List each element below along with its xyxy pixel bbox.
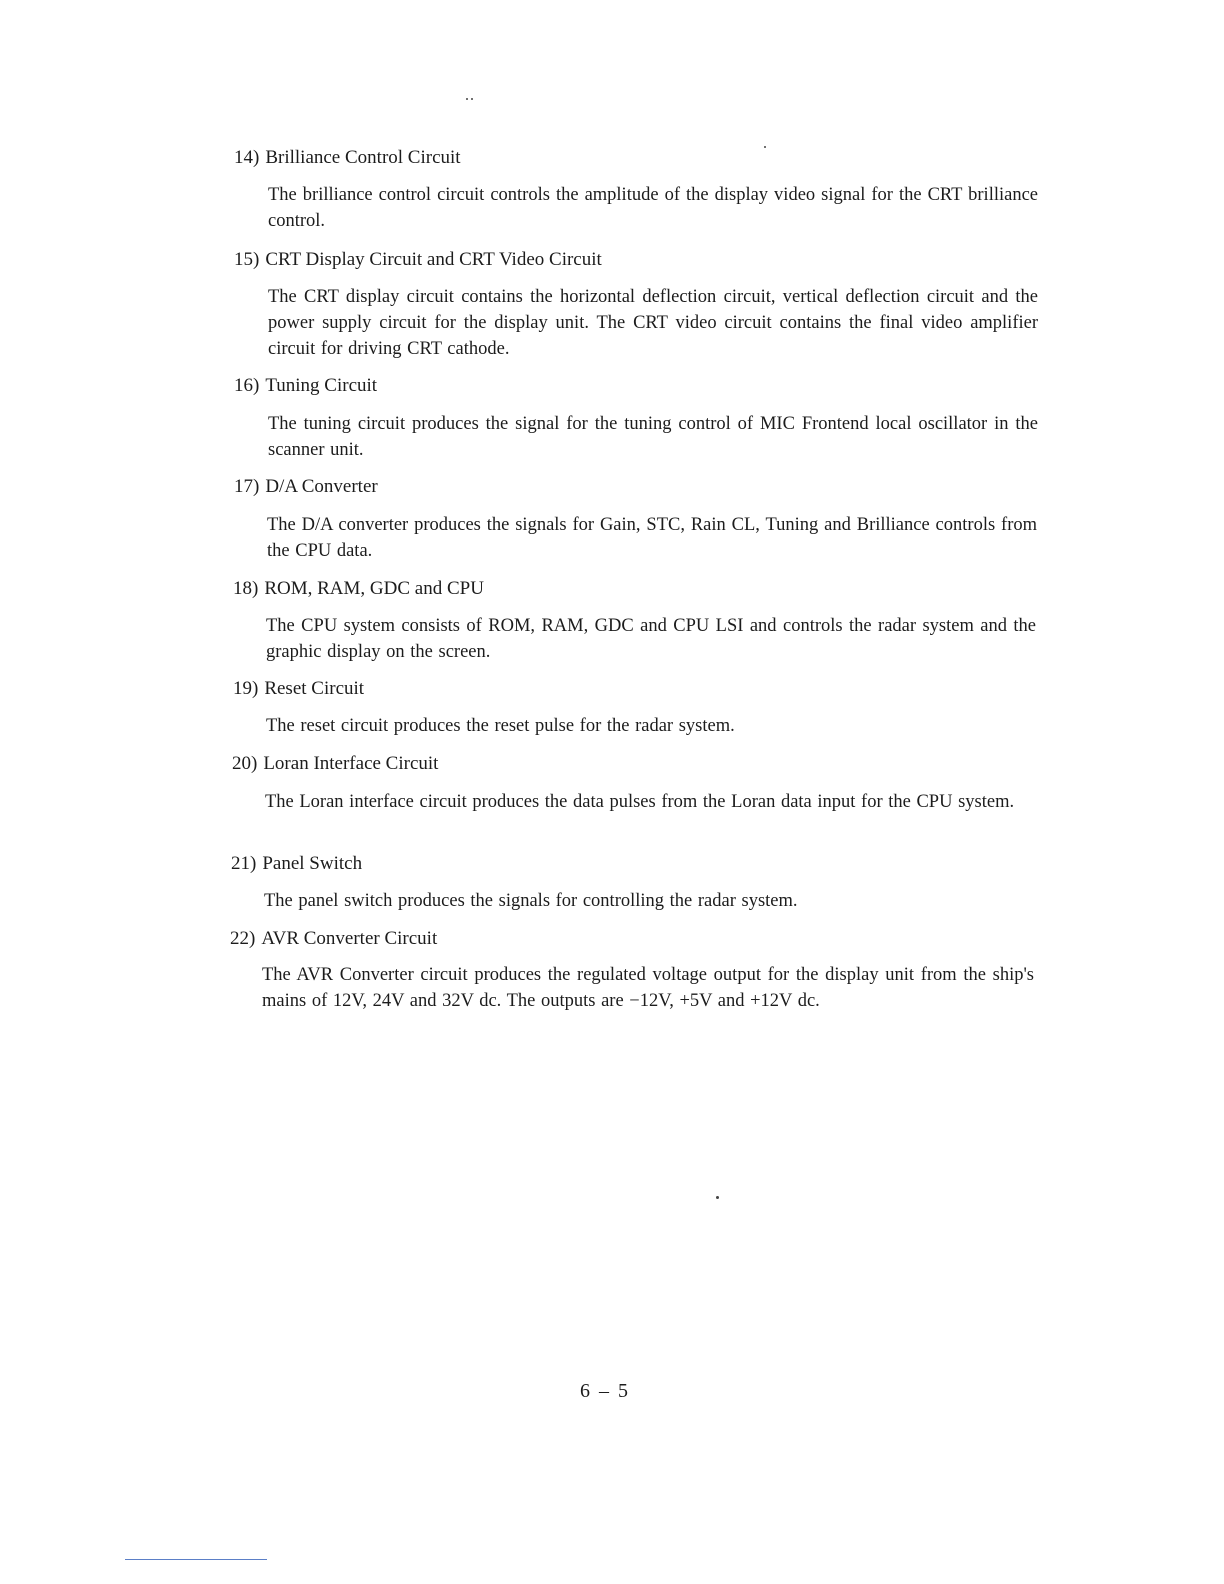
section-22 [230,927,437,951]
section-title: Panel Switch [262,853,363,874]
section-title: ROM, RAM, GDC and CPU [264,578,484,599]
section-title: Tuning Circuit [265,375,378,396]
section-21 [231,852,362,876]
scan-speck [471,98,473,100]
section-19 [233,677,364,701]
section-heading [234,374,377,398]
section-heading [231,852,362,876]
section-heading [234,248,602,272]
section-number: 17) [234,476,260,497]
section-body: The tuning circuit produces the signal for the tuning control of MIC Frontend local oscillator in the scanner unit. [268,414,1038,460]
scan-speck [716,1196,719,1199]
section-title: Loran Interface Circuit [263,753,439,774]
page-number: 6 – 5 [580,1380,630,1402]
section-heading [230,927,437,951]
section-body: The brilliance control circuit controls the amplitude of the display video signal for the CRT brilliance control. [268,185,1038,231]
section-number: 16) [234,375,260,396]
section-number: 22) [230,928,256,949]
section-heading [234,146,461,170]
section-20 [232,752,438,776]
section-title: Brilliance Control Circuit [265,147,461,168]
section-number: 19) [233,678,259,699]
section-17 [234,475,378,499]
section-body: The Loran interface circuit produces the data pulses from the Loran data input for the CPU system. [265,792,1015,812]
section-title: D/A Converter [265,476,378,497]
section-number: 14) [234,147,260,168]
section-number: 18) [233,578,259,599]
section-heading [234,475,378,499]
section-body: The reset circuit produces the reset pulse for the radar system. [266,716,735,736]
section-18 [233,577,484,601]
section-number: 15) [234,249,260,270]
section-body: The AVR Converter circuit produces the regulated voltage output for the display unit from the ship's mains of 12V, 24V and 32V dc. The outputs are −12V, +5V and +12V dc. [262,965,1034,1011]
section-number: 21) [231,853,257,874]
section-body: The D/A converter produces the signals for Gain, STC, Rain CL, Tuning and Brilliance controls from the CPU data. [267,515,1037,561]
section-15 [234,248,602,272]
section-title: Reset Circuit [264,678,365,699]
section-body: The CPU system consists of ROM, RAM, GDC and CPU LSI and controls the radar system and the graphic display on the screen. [266,616,1036,662]
scan-speck [764,146,766,148]
section-16 [234,374,377,398]
section-title: AVR Converter Circuit [261,928,438,949]
scan-speck [466,98,468,100]
section-body: The CRT display circuit contains the horizontal deflection circuit, vertical deflection circuit and the power supply circuit for the display unit. The CRT video circuit contains the final video amplifier circuit for driving CRT cathode. [268,287,1038,359]
section-body: The panel switch produces the signals for controlling the radar system. [264,891,798,911]
section-number: 20) [232,753,258,774]
section-heading [232,752,438,776]
section-heading [233,677,364,701]
section-heading [233,577,484,601]
footer-rule [125,1559,267,1560]
section-title: CRT Display Circuit and CRT Video Circuit [265,249,602,270]
section-14 [234,146,461,170]
